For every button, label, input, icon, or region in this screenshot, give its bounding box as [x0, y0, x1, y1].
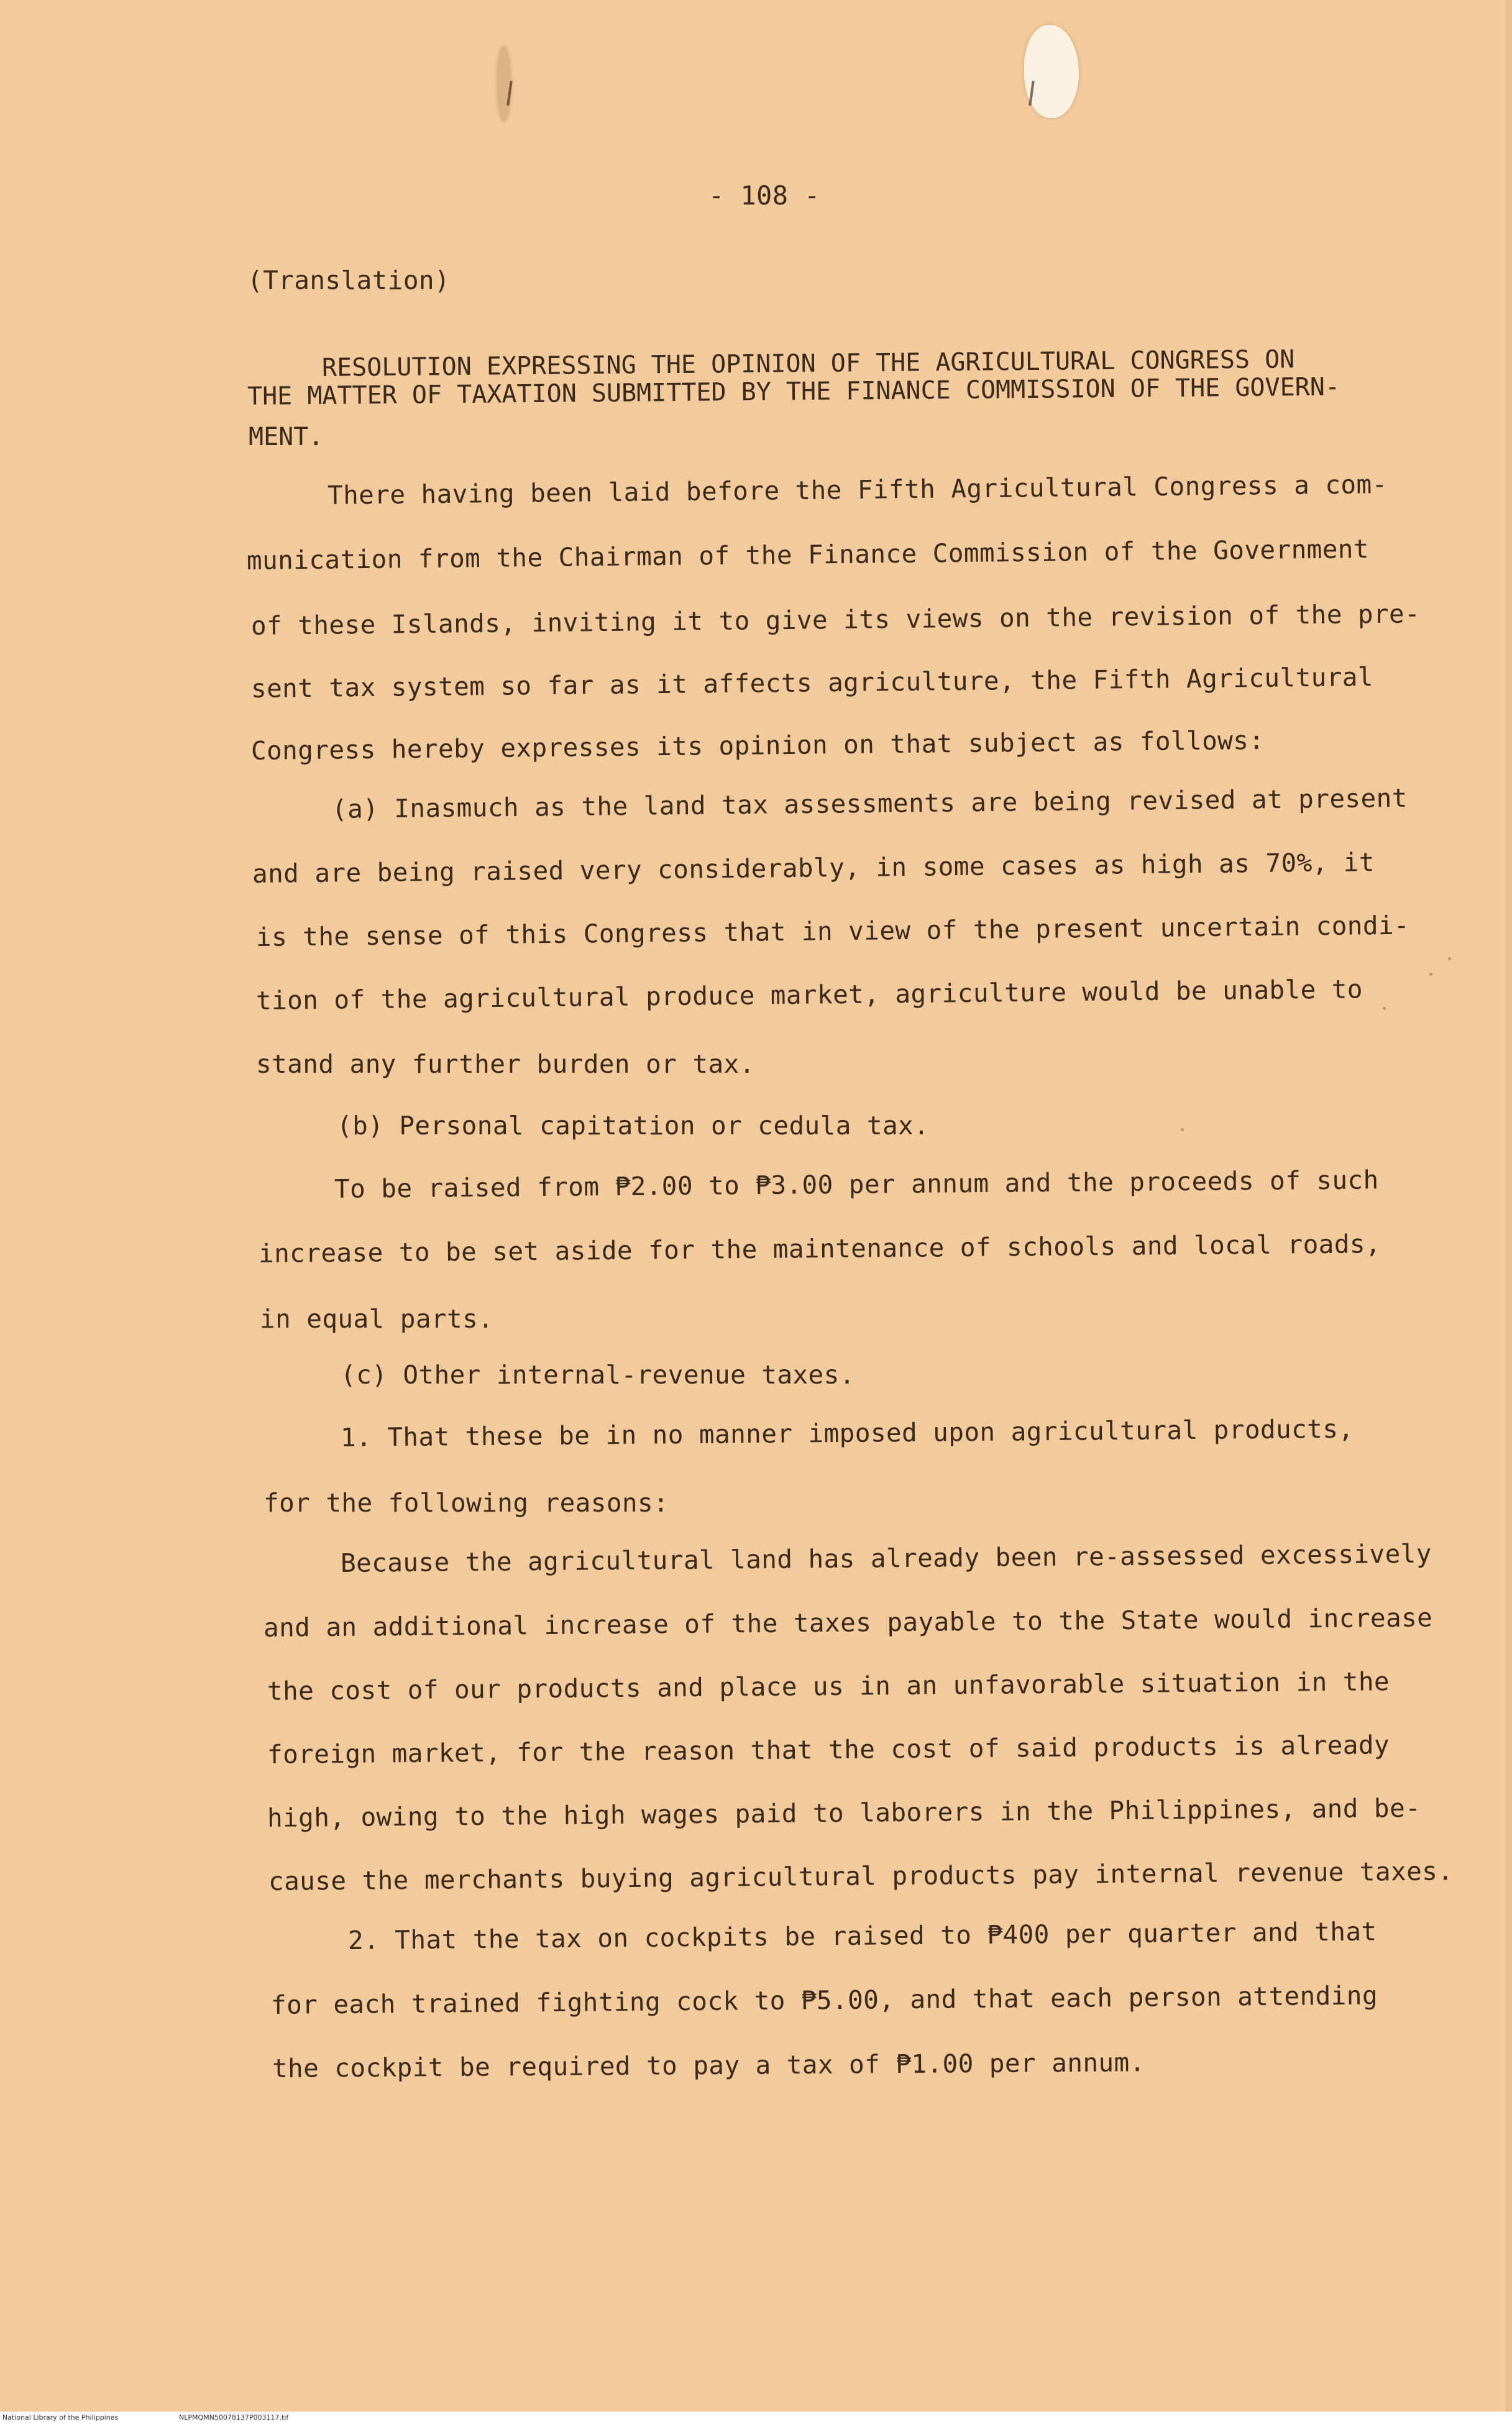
reason-line: Because the agricultural land has already been re-assessed excessively — [340, 1538, 1432, 1578]
intro-line: munication from the Chairman of the Finance Commission of the Government — [246, 534, 1370, 576]
item-b-heading: (b) Personal capitation or cedula tax. — [337, 1111, 930, 1141]
intro-line: of these Islands, inviting it to give its views on the revision of the pre- — [250, 599, 1421, 641]
item-c1-line: for the following reasons: — [263, 1488, 669, 1518]
item-c2-line: the cockpit be required to pay a tax of ₱1.00 per annum. — [272, 2047, 1145, 2083]
item-a-line: is the sense of this Congress that in view of the present uncertain condi- — [255, 910, 1410, 952]
reason-line: and an additional increase of the taxes payable to the State would increase — [263, 1602, 1433, 1643]
intro-line: Congress hereby expresses its opinion on that subject as follows: — [250, 725, 1265, 766]
intro-line: sent tax system so far as it affects agriculture, the Fifth Agricultural — [250, 662, 1374, 704]
page-number: - 108 - — [708, 180, 820, 211]
footer-filename: NLPMQMN50078137P003117.tif — [179, 2413, 289, 2422]
paper-speck — [1181, 1128, 1184, 1131]
reason-line: foreign market, for the reason that the cost of said products is already — [267, 1730, 1390, 1770]
paper-speck — [1429, 973, 1432, 976]
item-b-line: increase to be set aside for the maintenance of schools and local roads, — [258, 1229, 1381, 1269]
item-c1-line: 1. That these be in no manner imposed upon agricultural products, — [340, 1413, 1354, 1453]
item-b-line: in equal parts. — [260, 1304, 494, 1334]
item-a-line: (a) Inasmuch as the land tax assessments are being revised at present — [331, 783, 1408, 824]
heading-line: RESOLUTION EXPRESSING THE OPINION OF THE AGRICULTURAL CONGRESS ON — [321, 345, 1295, 382]
binding-hole-left — [497, 47, 511, 121]
heading-line: MENT. — [249, 423, 324, 451]
item-c2-line: for each trained fighting cock to ₱5.00, and that each person attending — [270, 1980, 1378, 2020]
reason-line: high, owing to the high wages paid to laborers in the Philippines, and be- — [267, 1793, 1421, 1833]
binding-hole-right — [1024, 25, 1079, 118]
heading-line: THE MATTER OF TAXATION SUBMITTED BY THE FINANCE COMMISSION OF THE GOVERN- — [247, 372, 1340, 411]
reason-line: cause the merchants buying agricultural products pay internal revenue taxes. — [268, 1856, 1454, 1896]
item-a-line: and are being raised very considerably, in some cases as high as 70%, it — [252, 847, 1375, 889]
page-edge — [1506, 0, 1512, 2412]
translation-label: (Translation) — [247, 265, 451, 295]
footer-library-name: National Library of the Philippines — [2, 2413, 119, 2422]
paper-speck — [1448, 957, 1451, 960]
archive-footer — [0, 2412, 1512, 2424]
item-a-line: tion of the agricultural produce market, agriculture would be unable to — [255, 974, 1363, 1016]
intro-line: There having been laid before the Fifth Agricultural Congress a com- — [327, 469, 1388, 510]
paper-speck — [1383, 1007, 1386, 1010]
item-b-line: To be raised from ₱2.00 to ₱3.00 per annum and the proceeds of such — [334, 1165, 1379, 1204]
item-c-heading: (c) Other internal-revenue taxes. — [341, 1360, 855, 1390]
item-a-line: stand any further burden or tax. — [256, 1049, 755, 1079]
reason-line: the cost of our products and place us in an unfavorable situation in the — [267, 1666, 1390, 1706]
item-c2-line: 2. That the tax on cockpits be raised to ₱400 per quarter and that — [347, 1916, 1377, 1955]
